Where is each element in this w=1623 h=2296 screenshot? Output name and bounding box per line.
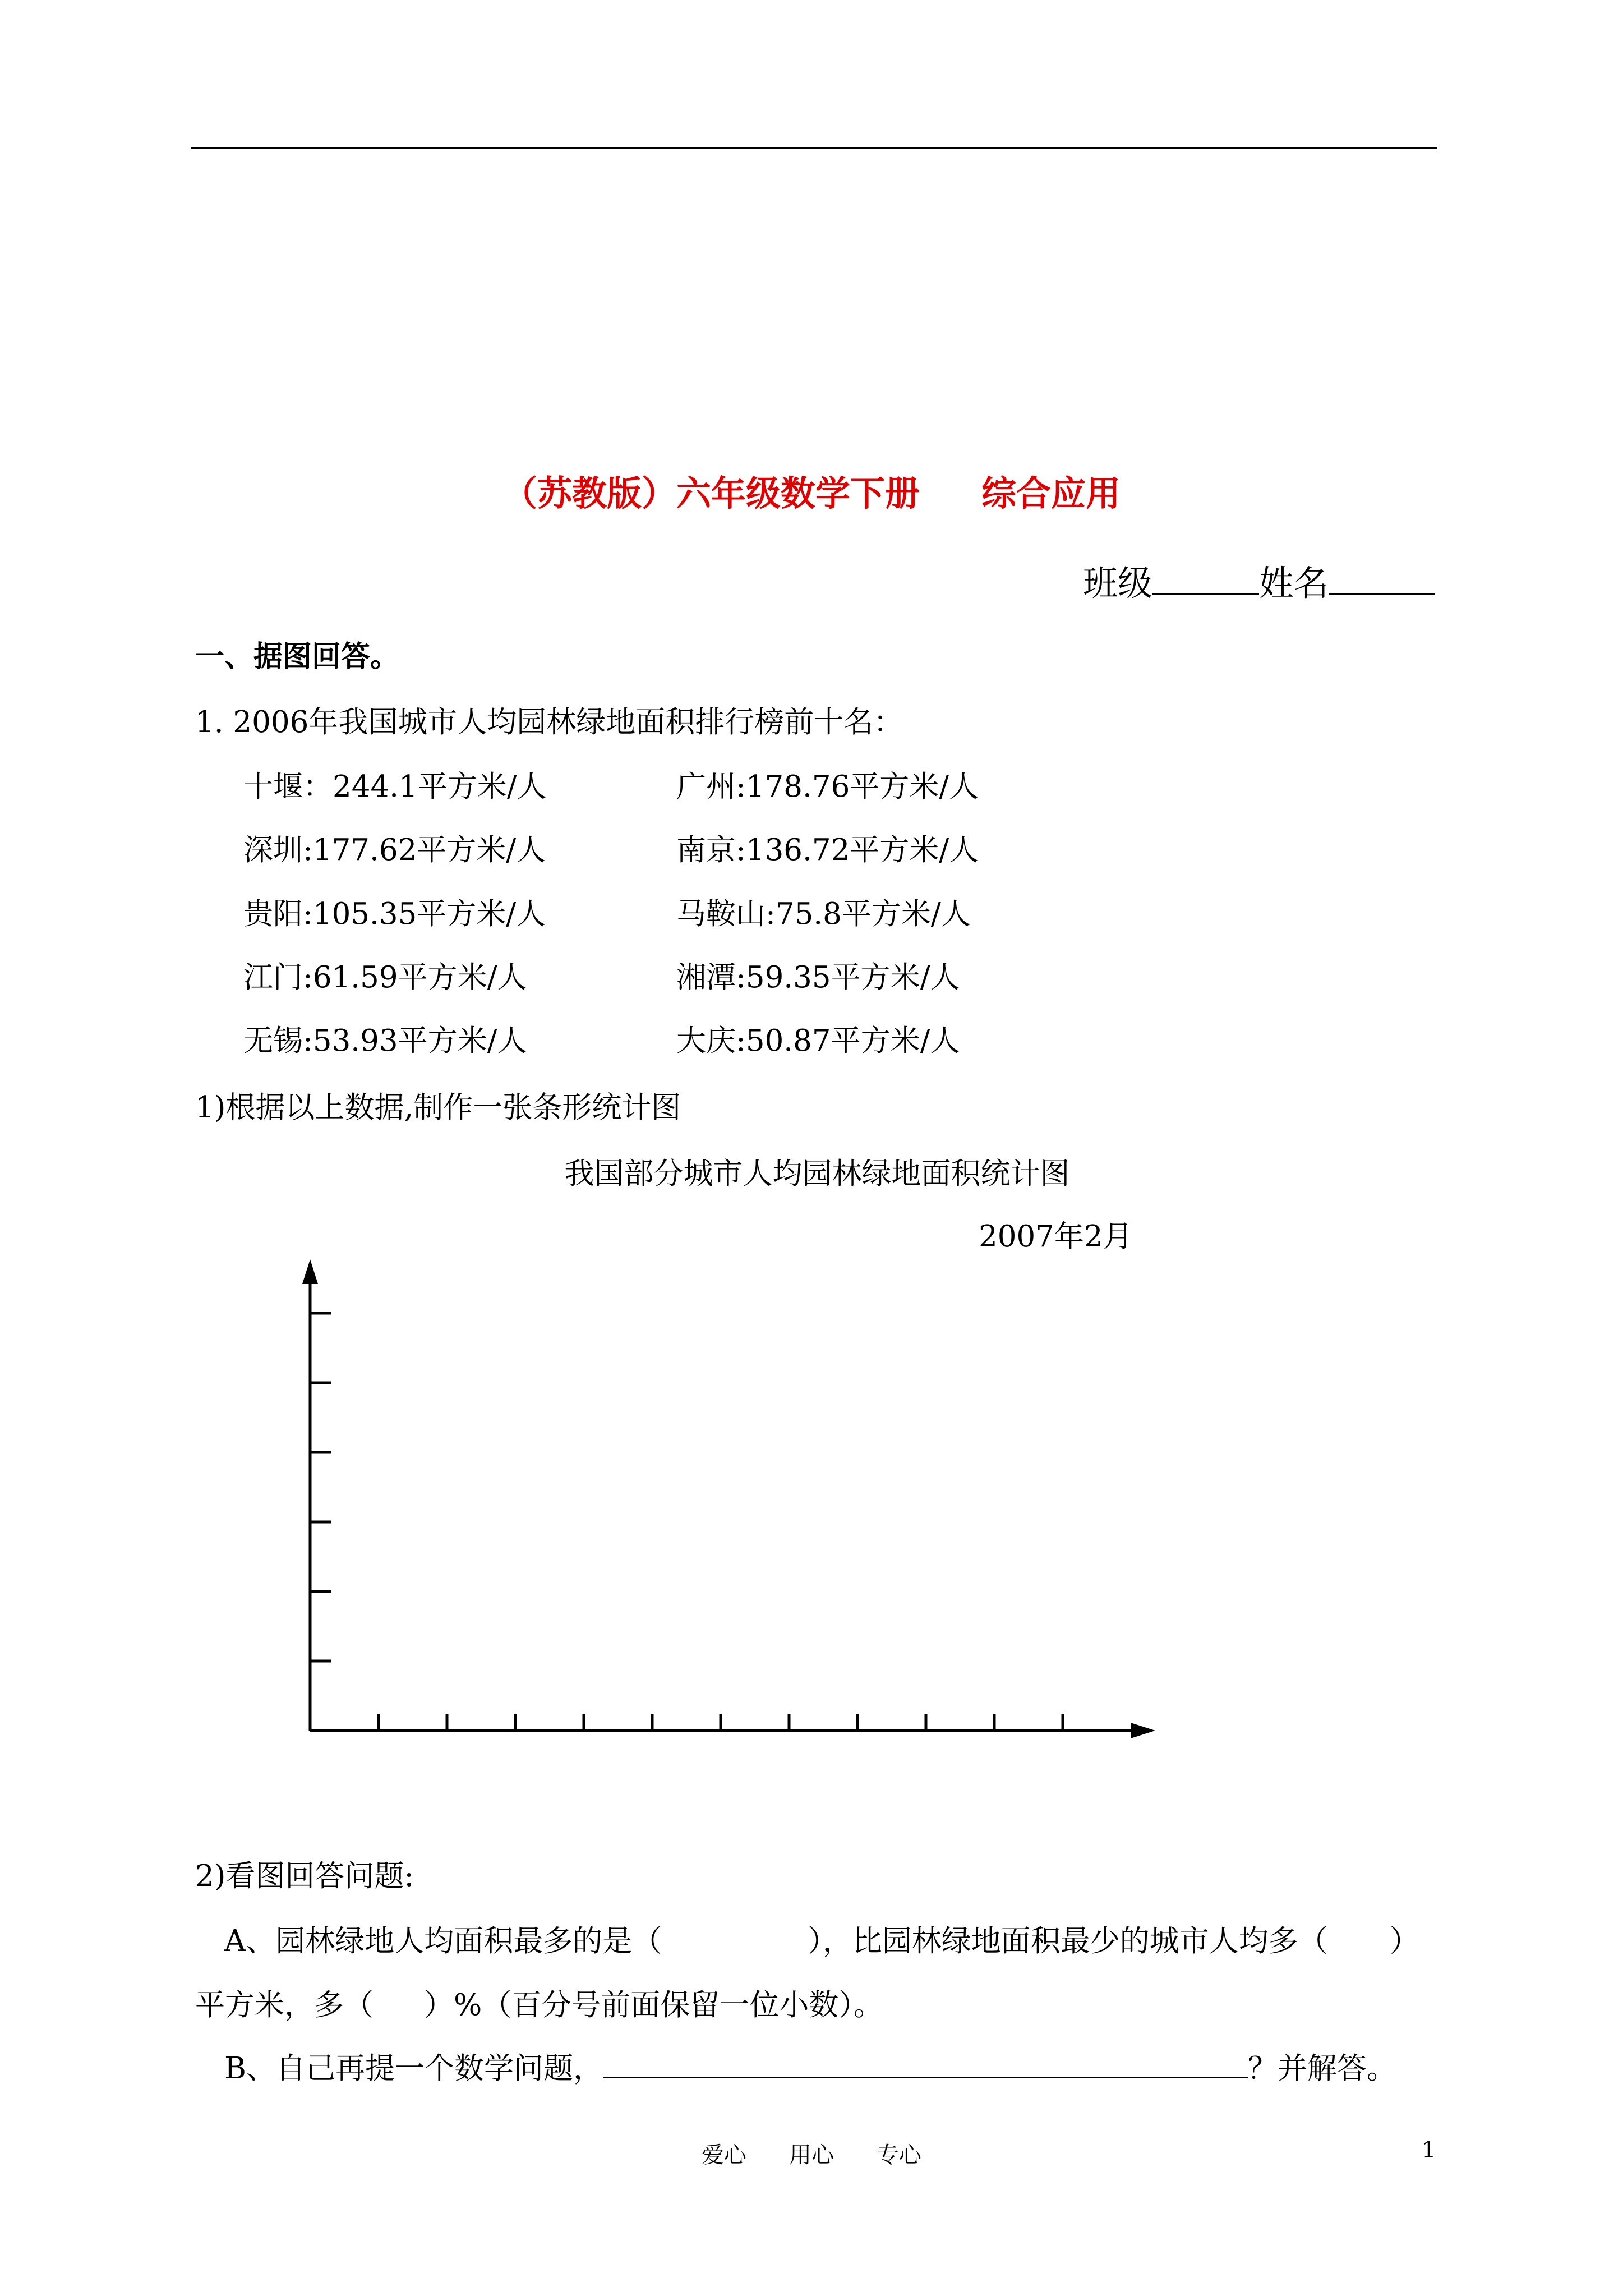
- qb-text1: B、自己再提一个数学问题，: [224, 2051, 603, 2086]
- question-b: [224, 2045, 1396, 2087]
- qa-line2-text2: ）%（百分号前面保留一位小数）。: [424, 1988, 883, 2022]
- class-label: 班级: [1082, 563, 1152, 604]
- qa-text1: A、园林绿地人均面积最多的是（: [224, 1924, 662, 1958]
- footer: [0, 2137, 1623, 2169]
- qb-answer-blank[interactable]: [603, 2049, 1248, 2078]
- qa-blank-diff[interactable]: [1328, 1923, 1390, 1951]
- footer-item: 用心: [789, 2142, 834, 2168]
- city-item: 广州:178.76平方米/人: [676, 770, 979, 804]
- sub-question-2: 2)看图回答问题:: [195, 1859, 414, 1893]
- qa-blank-city[interactable]: [662, 1923, 808, 1951]
- title-right: 综合应用: [981, 473, 1121, 514]
- y-axis-arrow: [302, 1259, 318, 1284]
- question-a-line1: [224, 1917, 1419, 1960]
- city-item: 无锡:53.93平方米/人: [243, 1024, 527, 1058]
- page-number: 1: [1422, 2137, 1436, 2163]
- city-item: 江门:61.59平方米/人: [243, 960, 527, 995]
- name-label: 姓名: [1258, 563, 1329, 604]
- section-heading: 一、据图回答。: [195, 639, 400, 674]
- chart-title: 我国部分城市人均园林绿地面积统计图: [564, 1157, 1070, 1191]
- qa-blank-percent[interactable]: [374, 1987, 424, 2015]
- footer-item: 爱心: [702, 2142, 746, 2168]
- city-item: 深圳:177.62平方米/人: [243, 833, 546, 867]
- question-intro: 1. 2006年我国城市人均园林绿地面积排行榜前十名：: [195, 705, 903, 739]
- title-left: （苏教版）六年级数学下册: [502, 473, 920, 514]
- qa-text2: ），比园林绿地面积最少的城市人均多（: [808, 1924, 1328, 1958]
- city-item: 大庆:50.87平方米/人: [676, 1024, 960, 1058]
- qb-text2: ？并解答。: [1247, 2051, 1396, 2086]
- qa-line2-text1: 平方米，多（: [195, 1988, 374, 2022]
- city-item: 十堰：244.1平方米/人: [243, 770, 547, 804]
- city-item: 南京:136.72平方米/人: [676, 833, 979, 867]
- question-a-line2: [195, 1981, 883, 2024]
- sub-question-1: 1)根据以上数据,制作一张条形统计图: [195, 1091, 681, 1125]
- x-axis-arrow: [1131, 1723, 1155, 1738]
- axes-group: [302, 1259, 1155, 1738]
- footer-item: 专心: [877, 2142, 921, 2168]
- qa-text3: ）: [1389, 1924, 1419, 1958]
- city-item: 湘潭:59.35平方米/人: [676, 960, 960, 995]
- chart-date: 2007年2月: [979, 1220, 1133, 1254]
- city-item: 马鞍山:75.8平方米/人: [676, 897, 971, 931]
- city-item: 贵阳:105.35平方米/人: [243, 897, 546, 931]
